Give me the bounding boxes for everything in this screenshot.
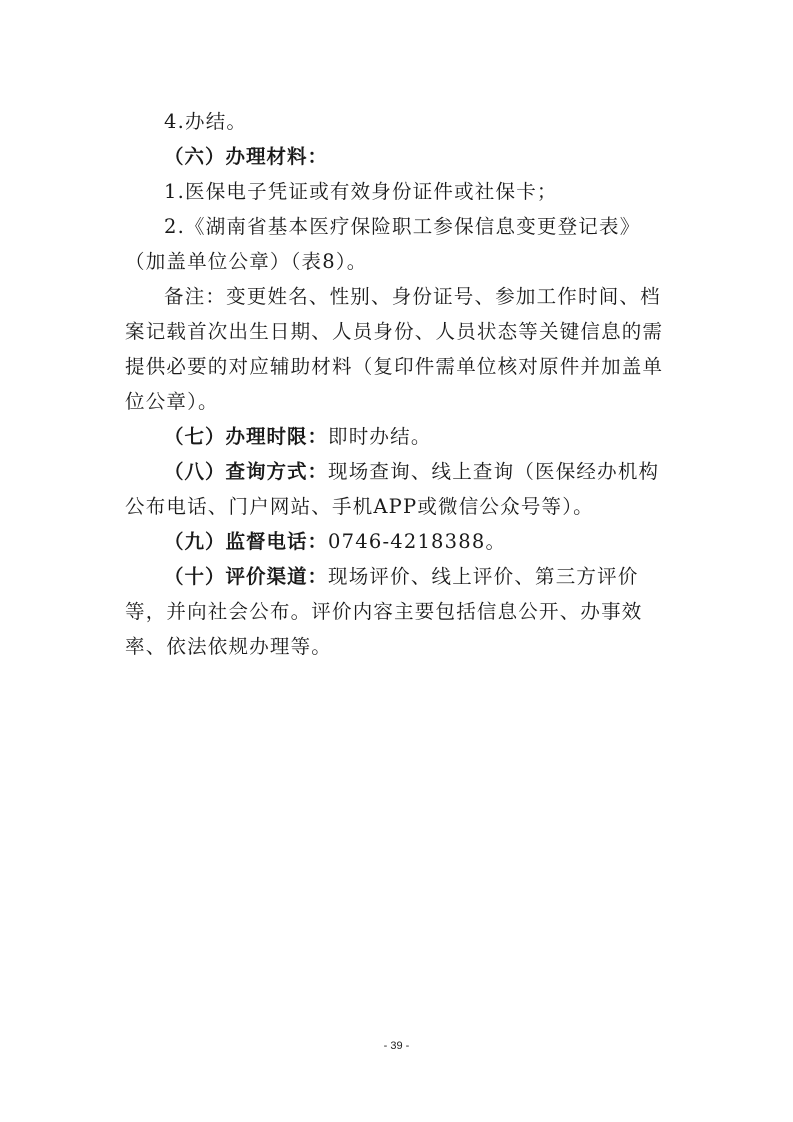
- supervision-phone-text: 0746-4218388。: [328, 530, 507, 553]
- note-paragraph: 备注：变更姓名、性别、身份证号、参加工作时间、档案记载首次出生日期、人员身份、人员状态等关键信息的需提供必要的对应辅助材料（复印件需单位核对原件并加盖单位公章）。: [125, 285, 664, 413]
- materials-heading-text: （六）办理材料：: [164, 145, 329, 168]
- material-2-line-2: （加盖单位公章）（表8）。: [125, 250, 368, 273]
- material-2-line-1: 2.《湖南省基本医疗保险职工参保信息变更登记表》: [164, 215, 641, 238]
- document-body: [125, 104, 670, 664]
- query-method-text: 现场查询、线上查询（医保经办机构公布电话、门户网站、手机APP或微信公众号等）。: [125, 460, 660, 518]
- supervision-phone: [125, 524, 670, 559]
- materials-heading: [125, 139, 670, 174]
- evaluation-channel: [125, 559, 670, 664]
- query-method-heading: （八）查询方式：: [164, 460, 329, 483]
- material-1: 1.医保电子凭证或有效身份证件或社保卡；: [164, 180, 558, 203]
- evaluation-channel-text: 现场评价、线上评价、第三方评价等，并向社会公布。评价内容主要包括信息公开、办事效率、依法依规办理等。: [125, 565, 643, 658]
- page-number: - 39 -: [383, 1040, 410, 1052]
- time-limit: [125, 419, 670, 454]
- step-4: 4.办结。: [164, 110, 248, 133]
- evaluation-channel-heading: （十）评价渠道：: [164, 565, 329, 588]
- query-method: [125, 454, 670, 524]
- time-limit-text: 即时办结。: [328, 425, 432, 448]
- time-limit-heading: （七）办理时限：: [164, 425, 329, 448]
- supervision-phone-heading: （九）监督电话：: [164, 530, 329, 553]
